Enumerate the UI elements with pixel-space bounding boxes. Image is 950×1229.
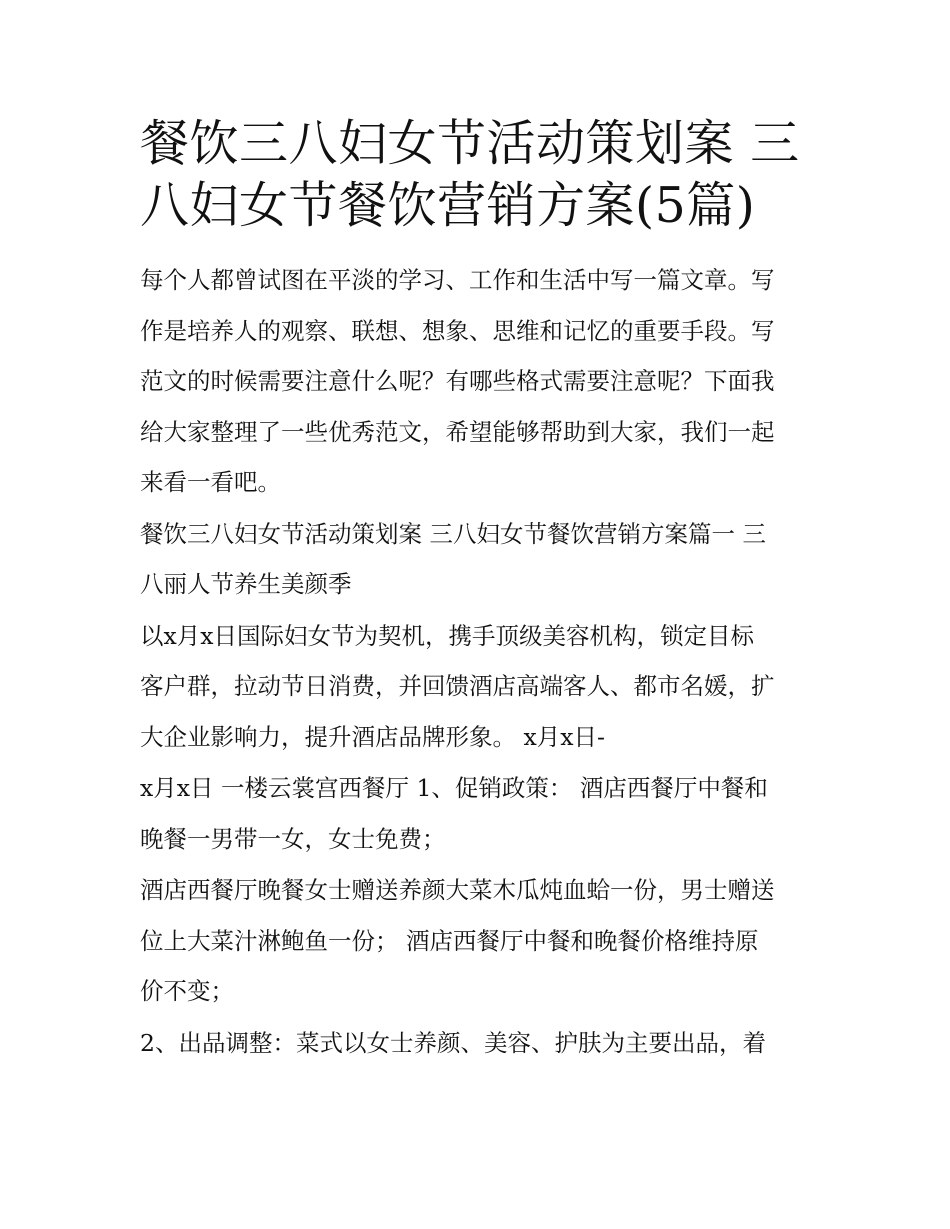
text-line: 八丽人节养生美颜季 [140, 570, 352, 598]
text-line: 作是培养人的观察、联想、想象、思维和记忆的重要手段。写 [140, 316, 775, 345]
text-line: 范文的时候需要注意什么呢？有哪些格式需要注意呢？下面我 [140, 367, 775, 395]
text-line: 位上大菜汁淋鲍鱼一份； 酒店西餐厅中餐和晚餐价格维持原 [140, 926, 759, 955]
title-line: 八妇女节餐饮营销方案(5篇) [140, 177, 756, 234]
text-line: 餐饮三八妇女节活动策划案 三八妇女节餐饮营销方案篇一 三 [140, 519, 766, 548]
text-line: 来看一看吧。 [140, 468, 281, 496]
text-line: 酒店西餐厅晚餐女士赠送养颜大菜木瓜炖血蛤一份，男士赠送 [140, 876, 775, 904]
text-line: 2、出品调整：菜式以女士养颜、美容、护肤为主要出品，着 [140, 1028, 766, 1057]
text-line: 以x月x日国际妇女节为契机，携手顶级美容机构，锁定目标 [140, 621, 755, 650]
document-body [140, 255, 815, 1068]
text-line: 晚餐一男带一女，女士免费； [140, 824, 446, 853]
body-paragraph [140, 865, 815, 1017]
text-line: 大企业影响力，提升酒店品牌形象。 x月x日- [140, 722, 605, 751]
title-line: 餐饮三八妇女节活动策划案 三 [140, 115, 800, 172]
body-paragraph [140, 611, 815, 763]
text-line: 给大家整理了一些优秀范文，希望能够帮助到大家，我们一起 [140, 417, 775, 446]
intro-paragraph [140, 255, 815, 508]
document-content [140, 113, 815, 1069]
body-paragraph [140, 1018, 815, 1069]
text-line: 价不变； [140, 977, 234, 1005]
document-title [140, 113, 815, 237]
text-line: 每个人都曾试图在平淡的学习、工作和生活中写一篇文章。写 [140, 266, 775, 294]
section-heading-paragraph [140, 509, 815, 610]
text-line: 客户群，拉动节日消费，并回馈酒店高端客人、都市名媛，扩 [140, 672, 775, 700]
text-line: x月x日 一楼云裳宫西餐厅 1、促销政策： 酒店西餐厅中餐和 [140, 774, 768, 802]
body-paragraph [140, 763, 815, 864]
